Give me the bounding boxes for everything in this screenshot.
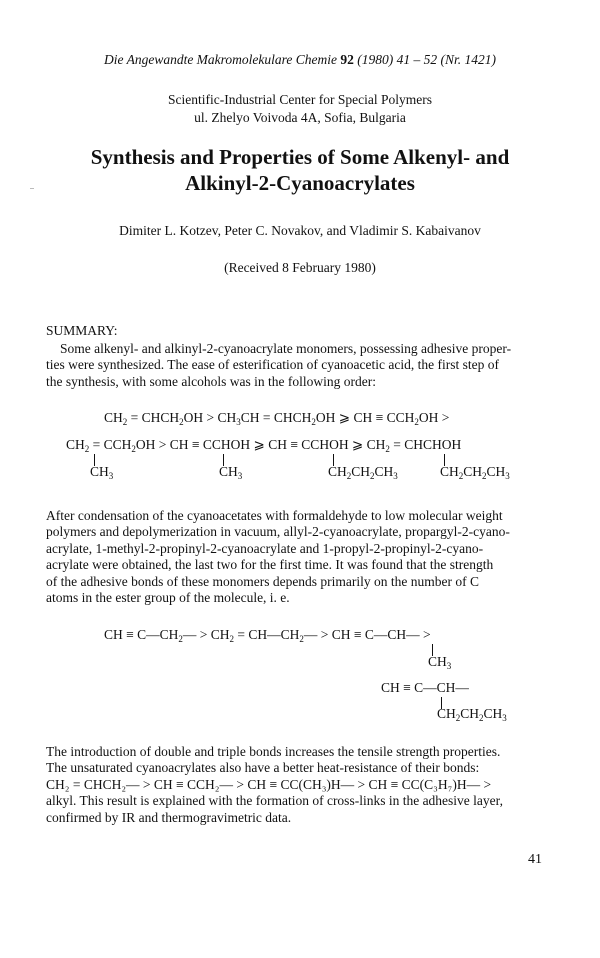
paragraph-line: After condensation of the cyanoacetates with formaldehyde to low molecular weight [46, 508, 503, 523]
affiliation-line-2: ul. Zhelyo Voivoda 4A, Sofia, Bulgaria [194, 110, 406, 125]
formula-line-2: CH ≡ C—CH— [381, 680, 469, 695]
paper-title [0, 144, 600, 196]
title-line-2: Alkinyl-2-Cyanoacrylates [185, 171, 415, 195]
received-date: (Received 8 February 1980) [224, 260, 376, 275]
affiliation-line-1: Scientific-Industrial Center for Special Polymers [168, 92, 432, 107]
formula-line-1: CH ≡ $C—CH_2— > CH_2$ = $CH—CH_2—$ > CH ≡ C—CH— > [104, 627, 431, 644]
substituent-propyl: $CH_2CH_2CH_3$ [440, 464, 510, 481]
journal-name: Die Angewandte Makromolekulare Chemie [103, 52, 338, 67]
substituent-methyl: $CH_3$ [90, 464, 114, 481]
formula-line-1: $CH_2$ = $CHCH_2OH > CH_3CH$ = $CHCH_2OH$ ⩾ CH ≡ $CCH_2OH$ > [104, 410, 450, 427]
margin-mark [30, 188, 34, 189]
journal-pages: (1980) 41 – 52 (Nr. 1421) [357, 52, 497, 67]
paragraph-line: alkyl. This result is explained with the formation of cross-links in the adhesive layer, [46, 793, 503, 809]
summary-paragraph-2 [46, 508, 554, 606]
authors: Dimiter L. Kotzev, Peter C. Novakov, and Vladimir S. Kabaivanov [119, 223, 481, 238]
formula-line-2: $CH_2 = CCH_2OH$ > CH ≡ CCHOH ⩾ CH ≡ CCHOH ⩾ $CH_2$ = CHCHOH [66, 437, 462, 454]
paragraph-line: The unsaturated cyanoacrylates also have a better heat-resistance of their bonds: [46, 760, 480, 776]
paragraph-line: confirmed by IR and thermogravimetric data. [46, 809, 292, 825]
substituent-methyl: $CH_3$ [428, 654, 452, 671]
paragraph-line: CH₂ = CHCH₂— > CH ≡ CCH₂— > CH ≡ CC(CH₃)H— > CH ≡ CC(C₃H₇)H— > [46, 776, 492, 792]
substituent-methyl: $CH_3$ [219, 464, 243, 481]
summary-paragraph-3 [46, 744, 554, 826]
summary-paragraph-1 [46, 341, 554, 390]
paragraph-line: polymers and depolymerization in vacuum, allyl-2-cyanoacrylate, propargyl-2-cyano- [46, 524, 510, 540]
paragraph-line: acrylate were obtained, the last two for the first time. It was found that the strength [46, 557, 494, 573]
paragraph-line: The introduction of double and triple bonds increases the tensile strength properties. [46, 744, 501, 759]
page-number: 41 [528, 852, 542, 867]
journal-citation [0, 52, 600, 68]
paragraph-line: Some alkenyl- and alkinyl-2-cyanoacrylate monomers, possessing adhesive proper- [60, 341, 512, 356]
substituent-propyl: $CH_2CH_2CH_3$ [437, 706, 507, 723]
paragraph-line: atoms in the ester group of the molecule, i. e. [46, 590, 290, 606]
paragraph-line: ties were synthesized. The ease of esterification of cyanoacetic acid, the first step of [46, 357, 499, 373]
paragraph-line: of the adhesive bonds of these monomers depends primarily on the number of C [46, 573, 480, 589]
summary-heading: SUMMARY: [46, 323, 118, 338]
journal-volume: 92 [340, 52, 354, 67]
paragraph-line: the synthesis, with some alcohols was in the following order: [46, 373, 376, 389]
paragraph-line: acrylate, 1-methyl-2-propinyl-2-cyanoacrylate and 1-propyl-2-propinyl-2-cyano- [46, 540, 484, 556]
title-line-1: Synthesis and Properties of Some Alkenyl- and [90, 145, 510, 169]
substituent-propyl: $CH_2CH_2CH_3$ [328, 464, 398, 481]
